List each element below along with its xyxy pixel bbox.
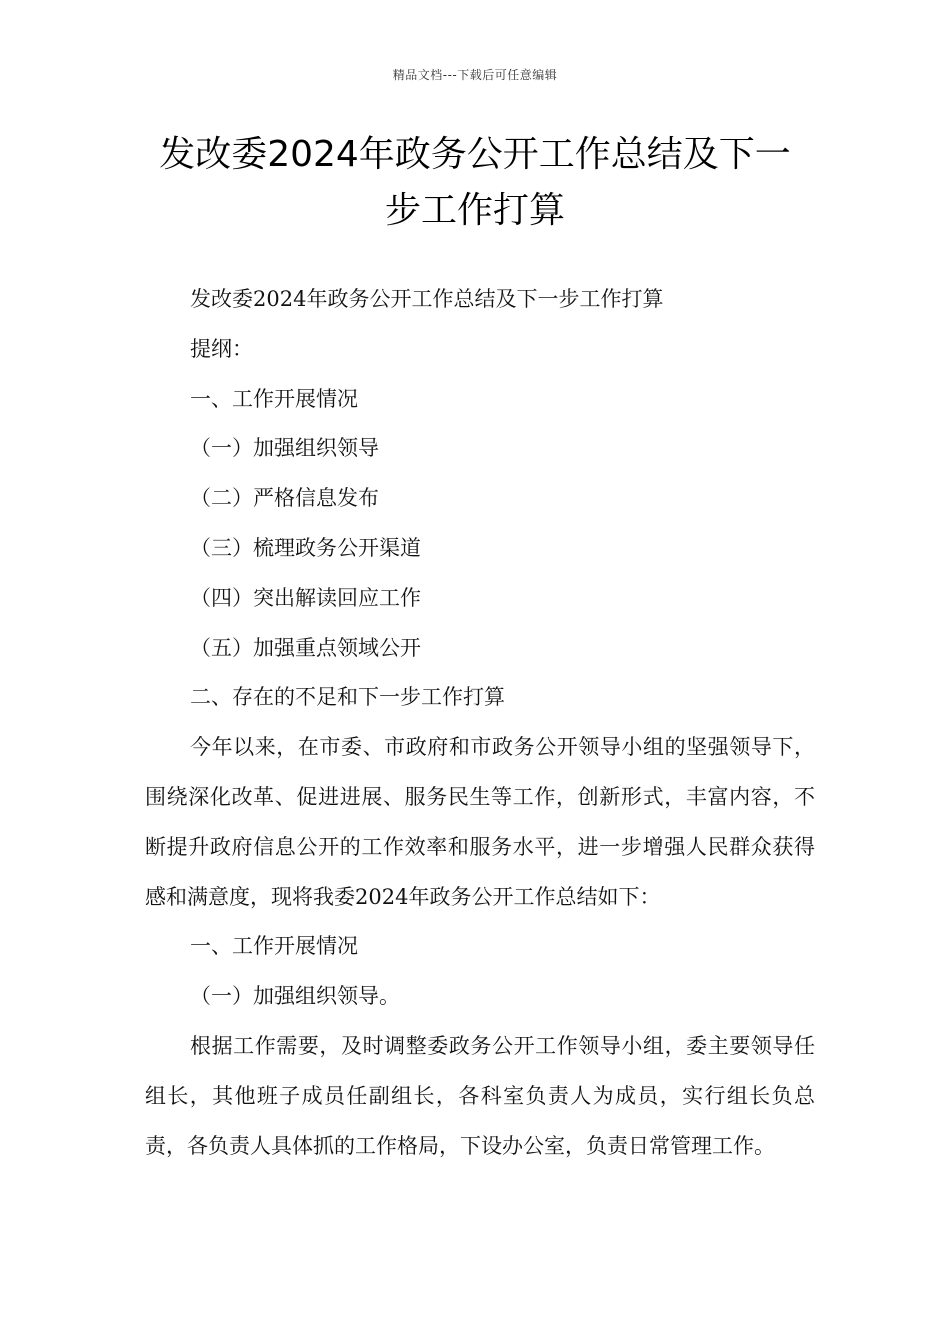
outline-item-1: 一、工作开展情况	[190, 386, 358, 411]
outline-subitem-1: （一）加强组织领导	[190, 436, 379, 461]
outline-subitem-2: （二）严格信息发布	[190, 486, 379, 511]
outline-subitem-4: （四）突出解读回应工作	[190, 585, 421, 610]
outline-subitem-3: （三）梳理政务公开渠道	[190, 535, 421, 560]
page-header: 精品文档---下载后可任意编辑	[392, 68, 558, 82]
paragraph-org-leadership: 根据工作需要，及时调整委政务公开工作领导小组，委主要领导任组长，其他班子成员任副组长，各科室负责人为成员，实行组长负总责，各负责人具体抓的工作格局，下设办公室，负责日常管理工作。	[145, 1033, 815, 1158]
paragraph-subtitle: 发改委2024年政务公开工作总结及下一步工作打算	[190, 287, 664, 311]
document-body	[145, 275, 815, 1171]
paragraph-outline-label: 提纲：	[190, 336, 253, 361]
document-title: 发改委2024年政务公开工作总结及下一步工作打算	[159, 134, 791, 231]
paragraph-intro: 今年以来，在市委、市政府和市政务公开领导小组的坚强领导下，围绕深化改革、促进进展、服务民生等工作，创新形式，丰富内容，不断提升政府信息公开的工作效率和服务水平，进一步增强人民群众获得感和满意度，现将我委2024年政务公开工作总结如下：	[145, 735, 815, 909]
outline-item-2: 二、存在的不足和下一步工作打算	[190, 685, 505, 710]
subsection-heading-1: （一）加强组织领导。	[190, 984, 400, 1009]
outline-subitem-5: （五）加强重点领域公开	[190, 635, 421, 660]
section-heading-1: 一、工作开展情况	[190, 934, 358, 959]
